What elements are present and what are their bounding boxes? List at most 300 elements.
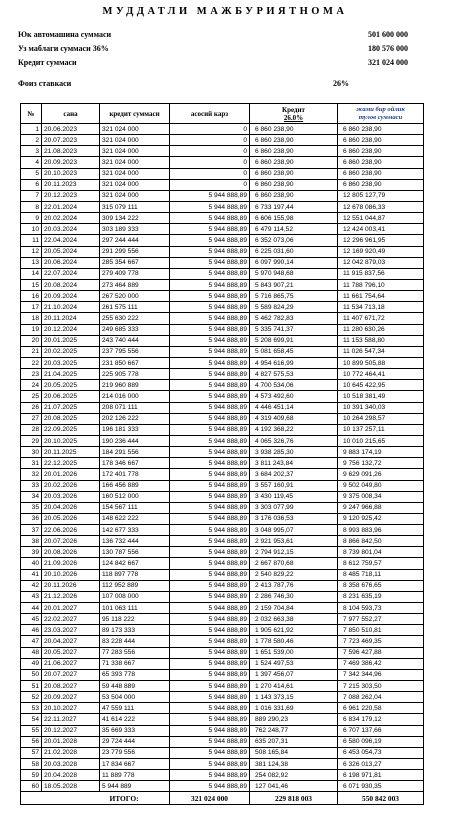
table-row	[21, 714, 424, 725]
row-interest: 2 032 663,38	[250, 614, 338, 625]
row-credit-sum: 321 024 000	[100, 135, 170, 146]
row-total: 6 580 096,19	[338, 736, 424, 747]
row-principal: 5 944 888,89	[170, 435, 250, 446]
table-row	[21, 447, 424, 458]
row-total: 7 342 344,96	[338, 669, 424, 680]
row-total: 6 834 179,12	[338, 714, 424, 725]
row-principal: 5 944 888,89	[170, 547, 250, 558]
row-interest: 6 860 238,90	[250, 146, 338, 157]
row-number: 27	[21, 413, 42, 424]
row-number: 60	[21, 781, 42, 792]
table-row	[21, 190, 424, 201]
row-total: 8 612 759,57	[338, 558, 424, 569]
row-principal: 5 944 888,89	[170, 201, 250, 212]
row-credit-sum: 29 724 444	[100, 736, 170, 747]
row-interest: 3 048 995,07	[250, 525, 338, 536]
row-principal: 5 944 888,89	[170, 636, 250, 647]
table-row	[21, 491, 424, 502]
table-row	[21, 146, 424, 157]
row-credit-sum: 321 024 000	[100, 168, 170, 179]
row-total: 7 088 262,04	[338, 692, 424, 703]
row-interest: 6 860 238,90	[250, 157, 338, 168]
row-date: 20.01.2028	[42, 736, 100, 747]
row-interest: 4 446 451,14	[250, 402, 338, 413]
row-interest: 4 700 534,06	[250, 380, 338, 391]
table-row	[21, 135, 424, 146]
row-total: 8 231 635,19	[338, 591, 424, 602]
row-number: 54	[21, 714, 42, 725]
row-number: 8	[21, 201, 42, 212]
row-interest: 762 248,77	[250, 725, 338, 736]
row-total: 12 169 920,49	[338, 246, 424, 257]
row-number: 39	[21, 547, 42, 558]
row-credit-sum: 118 897 778	[100, 569, 170, 580]
row-total: 6 860 238,90	[338, 179, 424, 190]
row-total: 9 756 132,72	[338, 458, 424, 469]
table-row	[21, 268, 424, 279]
table-row	[21, 502, 424, 513]
row-principal: 5 944 888,89	[170, 302, 250, 313]
row-interest: 2 413 787,76	[250, 580, 338, 591]
row-principal: 5 944 888,89	[170, 279, 250, 290]
row-principal: 5 944 888,89	[170, 558, 250, 569]
row-credit-sum: 41 614 222	[100, 714, 170, 725]
row-total: 7 596 427,88	[338, 647, 424, 658]
row-interest: 381 124,38	[250, 759, 338, 770]
table-row	[21, 357, 424, 368]
row-principal: 0	[170, 157, 250, 168]
row-principal: 5 944 888,89	[170, 246, 250, 257]
row-interest: 3 557 160,91	[250, 480, 338, 491]
row-date: 20.02.2026	[42, 480, 100, 491]
row-interest: 889 290,23	[250, 714, 338, 725]
row-principal: 5 944 888,89	[170, 625, 250, 636]
payment-schedule-table	[20, 103, 424, 805]
row-principal: 5 944 888,89	[170, 759, 250, 770]
row-date: 20.06.2025	[42, 391, 100, 402]
row-credit-sum: 35 669 333	[100, 725, 170, 736]
row-date: 20.02.2025	[42, 346, 100, 357]
totals-payment: 550 842 003	[338, 792, 424, 805]
row-credit-sum: 315 079 111	[100, 201, 170, 212]
row-number: 53	[21, 703, 42, 714]
table-row	[21, 369, 424, 380]
row-date: 20.12.2024	[42, 324, 100, 335]
row-credit-sum: 243 740 444	[100, 335, 170, 346]
row-principal: 5 944 888,89	[170, 747, 250, 758]
table-row	[21, 201, 424, 212]
row-principal: 0	[170, 146, 250, 157]
row-credit-sum: 309 134 222	[100, 213, 170, 224]
row-date: 21.08.2023	[42, 146, 100, 157]
row-total: 6 707 137,66	[338, 725, 424, 736]
row-credit-sum: 285 354 667	[100, 257, 170, 268]
row-credit-sum: 196 181 333	[100, 424, 170, 435]
row-total: 10 137 257,11	[338, 424, 424, 435]
row-principal: 5 944 888,89	[170, 480, 250, 491]
row-number: 47	[21, 636, 42, 647]
table-row	[21, 580, 424, 591]
row-date: 20.08.2025	[42, 413, 100, 424]
row-interest: 1 651 539,00	[250, 647, 338, 658]
row-date: 21.12.2026	[42, 591, 100, 602]
row-total: 7 215 303,50	[338, 681, 424, 692]
row-number: 6	[21, 179, 42, 190]
row-total: 6 860 238,90	[338, 168, 424, 179]
header-interest: Кредит 26.0%	[250, 104, 338, 124]
row-credit-sum: 107 008 000	[100, 591, 170, 602]
interest-rate-value: 26%	[333, 79, 349, 88]
row-number: 3	[21, 146, 42, 157]
row-date: 20.09.2023	[42, 157, 100, 168]
row-interest: 2 540 829,22	[250, 569, 338, 580]
row-credit-sum: 249 685 333	[100, 324, 170, 335]
row-principal: 5 944 888,89	[170, 647, 250, 658]
row-total: 10 010 215,65	[338, 435, 424, 446]
row-number: 48	[21, 647, 42, 658]
row-date: 20.10.2025	[42, 435, 100, 446]
row-principal: 5 944 888,89	[170, 525, 250, 536]
row-principal: 5 944 888,89	[170, 469, 250, 480]
row-interest: 4 192 368,22	[250, 424, 338, 435]
row-principal: 5 944 888,89	[170, 580, 250, 591]
row-total: 7 469 386,42	[338, 658, 424, 669]
row-date: 22.04.2024	[42, 235, 100, 246]
row-interest: 3 684 202,37	[250, 469, 338, 480]
table-row	[21, 302, 424, 313]
row-number: 7	[21, 190, 42, 201]
row-total: 12 551 044,87	[338, 213, 424, 224]
row-date: 20.05.2025	[42, 380, 100, 391]
row-date: 22.06.2026	[42, 525, 100, 536]
row-number: 9	[21, 213, 42, 224]
row-principal: 5 944 888,89	[170, 502, 250, 513]
row-total: 11 661 754,64	[338, 291, 424, 302]
row-credit-sum: 83 228 444	[100, 636, 170, 647]
credit-amount-value: 321 024 000	[368, 58, 408, 67]
table-row	[21, 324, 424, 335]
row-interest: 2 921 953,61	[250, 536, 338, 547]
row-date: 18.05.2028	[42, 781, 100, 792]
row-principal: 5 944 888,89	[170, 335, 250, 346]
row-credit-sum: 255 630 222	[100, 313, 170, 324]
row-total: 7 977 552,27	[338, 614, 424, 625]
row-credit-sum: 261 575 111	[100, 302, 170, 313]
table-row	[21, 391, 424, 402]
table-row	[21, 124, 424, 135]
row-number: 5	[21, 168, 42, 179]
row-total: 7 723 469,35	[338, 636, 424, 647]
row-credit-sum: 124 842 667	[100, 558, 170, 569]
own-funds-value: 180 576 000	[368, 44, 408, 53]
table-row	[21, 614, 424, 625]
row-principal: 5 944 888,89	[170, 736, 250, 747]
table-row	[21, 603, 424, 614]
row-interest: 1 905 621,92	[250, 625, 338, 636]
row-principal: 5 944 888,89	[170, 703, 250, 714]
row-number: 24	[21, 380, 42, 391]
table-row	[21, 647, 424, 658]
row-total: 11 407 671,72	[338, 313, 424, 324]
row-total: 6 860 238,90	[338, 146, 424, 157]
truck-price-label: Юк автомашина суммаси	[18, 30, 112, 39]
row-number: 23	[21, 369, 42, 380]
row-total: 9 120 925,42	[338, 513, 424, 524]
row-interest: 5 335 741,37	[250, 324, 338, 335]
row-date: 20.11.2023	[42, 179, 100, 190]
row-date: 21.09.2026	[42, 558, 100, 569]
interest-rate-label: Фоиз ставкаси	[18, 79, 72, 88]
row-total: 6 860 238,90	[338, 124, 424, 135]
table-row	[21, 279, 424, 290]
row-principal: 5 944 888,89	[170, 268, 250, 279]
row-principal: 0	[170, 168, 250, 179]
row-total: 10 264 298,57	[338, 413, 424, 424]
row-total: 11 788 796,10	[338, 279, 424, 290]
row-number: 50	[21, 669, 42, 680]
row-total: 12 678 086,33	[338, 201, 424, 212]
row-interest: 4 065 326,76	[250, 435, 338, 446]
row-number: 4	[21, 157, 42, 168]
row-total: 6 860 238,90	[338, 135, 424, 146]
table-row	[21, 480, 424, 491]
header-credit-sum: кредит суммаси	[100, 104, 170, 124]
row-interest: 6 097 990,14	[250, 257, 338, 268]
row-credit-sum: 321 024 000	[100, 146, 170, 157]
row-date: 20.03.2028	[42, 759, 100, 770]
row-total: 6 071 930,35	[338, 781, 424, 792]
row-credit-sum: 160 512 000	[100, 491, 170, 502]
row-interest: 5 462 782,83	[250, 313, 338, 324]
row-credit-sum: 208 071 111	[100, 402, 170, 413]
row-number: 55	[21, 725, 42, 736]
row-credit-sum: 172 401 778	[100, 469, 170, 480]
row-total: 11 534 713,18	[338, 302, 424, 313]
row-interest: 3 303 077,99	[250, 502, 338, 513]
row-credit-sum: 291 299 556	[100, 246, 170, 257]
row-number: 41	[21, 569, 42, 580]
header-number: №	[21, 104, 42, 124]
row-date: 22.09.2025	[42, 424, 100, 435]
row-number: 51	[21, 681, 42, 692]
row-credit-sum: 154 567 111	[100, 502, 170, 513]
row-principal: 5 944 888,89	[170, 224, 250, 235]
row-date: 20.04.2028	[42, 770, 100, 781]
row-number: 38	[21, 536, 42, 547]
row-date: 21.06.2027	[42, 658, 100, 669]
row-interest: 1 270 414,61	[250, 681, 338, 692]
row-total: 6 961 220,58	[338, 703, 424, 714]
row-principal: 5 944 888,89	[170, 391, 250, 402]
row-total: 12 296 961,95	[338, 235, 424, 246]
row-principal: 5 944 888,89	[170, 213, 250, 224]
row-interest: 5 589 824,29	[250, 302, 338, 313]
row-credit-sum: 279 409 778	[100, 268, 170, 279]
row-principal: 5 944 888,89	[170, 491, 250, 502]
row-total: 10 899 505,88	[338, 357, 424, 368]
row-date: 20.01.2027	[42, 603, 100, 614]
row-date: 20.06.2024	[42, 257, 100, 268]
row-principal: 5 944 888,89	[170, 658, 250, 669]
row-principal: 5 944 888,89	[170, 714, 250, 725]
row-number: 22	[21, 357, 42, 368]
row-credit-sum: 202 126 222	[100, 413, 170, 424]
row-total: 8 993 883,96	[338, 525, 424, 536]
row-date: 20.03.2025	[42, 357, 100, 368]
row-date: 20.03.2024	[42, 224, 100, 235]
table-row	[21, 736, 424, 747]
row-date: 20.07.2026	[42, 536, 100, 547]
table-row	[21, 246, 424, 257]
row-number: 25	[21, 391, 42, 402]
row-total: 10 391 340,03	[338, 402, 424, 413]
table-row	[21, 692, 424, 703]
row-principal: 5 944 888,89	[170, 424, 250, 435]
row-principal: 5 944 888,89	[170, 669, 250, 680]
row-date: 22.01.2024	[42, 201, 100, 212]
totals-label: ИТОГО:	[21, 792, 170, 805]
row-date: 20.04.2026	[42, 502, 100, 513]
row-principal: 5 944 888,89	[170, 458, 250, 469]
row-total: 6 326 013,27	[338, 759, 424, 770]
table-header-row	[21, 104, 424, 124]
row-date: 20.08.2024	[42, 279, 100, 290]
row-date: 20.11.2024	[42, 313, 100, 324]
row-total: 9 375 008,34	[338, 491, 424, 502]
row-number: 36	[21, 513, 42, 524]
row-number: 44	[21, 603, 42, 614]
row-interest: 6 479 114,52	[250, 224, 338, 235]
row-credit-sum: 225 905 778	[100, 369, 170, 380]
row-interest: 5 208 699,91	[250, 335, 338, 346]
row-date: 20.09.2027	[42, 692, 100, 703]
row-principal: 5 944 888,89	[170, 313, 250, 324]
row-number: 46	[21, 625, 42, 636]
row-date: 20.12.2027	[42, 725, 100, 736]
row-number: 12	[21, 246, 42, 257]
row-total: 12 805 127,79	[338, 190, 424, 201]
row-principal: 5 944 888,89	[170, 413, 250, 424]
row-credit-sum: 11 889 778	[100, 770, 170, 781]
row-number: 31	[21, 458, 42, 469]
row-interest: 4 827 575,53	[250, 369, 338, 380]
row-number: 56	[21, 736, 42, 747]
row-credit-sum: 47 559 111	[100, 703, 170, 714]
row-interest: 6 860 238,90	[250, 179, 338, 190]
row-principal: 5 944 888,89	[170, 770, 250, 781]
row-principal: 0	[170, 135, 250, 146]
row-date: 20.10.2026	[42, 569, 100, 580]
table-row	[21, 335, 424, 346]
row-date: 20.04.2027	[42, 636, 100, 647]
row-total: 8 358 676,65	[338, 580, 424, 591]
table-row	[21, 547, 424, 558]
row-number: 58	[21, 759, 42, 770]
row-number: 2	[21, 135, 42, 146]
row-date: 23.03.2027	[42, 625, 100, 636]
row-number: 30	[21, 447, 42, 458]
row-interest: 2 286 746,30	[250, 591, 338, 602]
table-row	[21, 380, 424, 391]
row-date: 20.05.2027	[42, 647, 100, 658]
row-total: 8 104 593,73	[338, 603, 424, 614]
row-number: 52	[21, 692, 42, 703]
row-number: 37	[21, 525, 42, 536]
table-row	[21, 157, 424, 168]
row-credit-sum: 231 850 667	[100, 357, 170, 368]
row-principal: 5 944 888,89	[170, 536, 250, 547]
table-row	[21, 725, 424, 736]
row-credit-sum: 148 622 222	[100, 513, 170, 524]
table-row	[21, 703, 424, 714]
row-credit-sum: 321 024 000	[100, 179, 170, 190]
totals-principal: 321 024 000	[170, 792, 250, 805]
table-row	[21, 669, 424, 680]
table-row	[21, 402, 424, 413]
row-credit-sum: 303 189 333	[100, 224, 170, 235]
row-total: 10 518 381,49	[338, 391, 424, 402]
row-total: 7 850 510,81	[338, 625, 424, 636]
row-date: 20.07.2027	[42, 669, 100, 680]
table-row	[21, 313, 424, 324]
row-number: 57	[21, 747, 42, 758]
table-row	[21, 257, 424, 268]
row-credit-sum: 321 024 000	[100, 157, 170, 168]
table-row	[21, 681, 424, 692]
row-interest: 2 667 870,68	[250, 558, 338, 569]
row-interest: 6 225 031,60	[250, 246, 338, 257]
table-row	[21, 781, 424, 792]
table-row	[21, 469, 424, 480]
row-interest: 1 397 456,07	[250, 669, 338, 680]
row-principal: 5 944 888,89	[170, 190, 250, 201]
row-principal: 5 944 888,89	[170, 513, 250, 524]
row-interest: 5 843 907,21	[250, 279, 338, 290]
row-interest: 3 176 036,53	[250, 513, 338, 524]
row-principal: 5 944 888,89	[170, 369, 250, 380]
row-number: 10	[21, 224, 42, 235]
row-date: 20.10.2023	[42, 168, 100, 179]
row-credit-sum: 142 677 333	[100, 525, 170, 536]
row-credit-sum: 23 779 556	[100, 747, 170, 758]
row-principal: 5 944 888,89	[170, 402, 250, 413]
row-interest: 4 319 409,68	[250, 413, 338, 424]
row-number: 59	[21, 770, 42, 781]
row-date: 20.11.2026	[42, 580, 100, 591]
row-credit-sum: 297 244 444	[100, 235, 170, 246]
totals-interest: 229 818 003	[250, 792, 338, 805]
row-principal: 5 944 888,89	[170, 569, 250, 580]
row-total: 10 645 422,95	[338, 380, 424, 391]
table-row	[21, 213, 424, 224]
row-credit-sum: 273 464 889	[100, 279, 170, 290]
row-principal: 5 944 888,89	[170, 380, 250, 391]
own-funds-label: Уз маблаги суммаси 36%	[18, 44, 109, 53]
row-interest: 1 016 331,69	[250, 703, 338, 714]
row-principal: 5 944 888,89	[170, 357, 250, 368]
row-date: 20.02.2024	[42, 213, 100, 224]
row-interest: 6 733 197,44	[250, 201, 338, 212]
header-monthly-total: жами бир ойлик тулов суммаси	[338, 104, 424, 124]
row-number: 49	[21, 658, 42, 669]
row-total: 11 153 588,80	[338, 335, 424, 346]
row-total: 12 042 879,03	[338, 257, 424, 268]
row-principal: 5 944 888,89	[170, 591, 250, 602]
row-interest: 3 938 285,30	[250, 447, 338, 458]
row-total: 6 198 971,81	[338, 770, 424, 781]
row-credit-sum: 53 504 000	[100, 692, 170, 703]
row-interest: 5 081 658,45	[250, 346, 338, 357]
